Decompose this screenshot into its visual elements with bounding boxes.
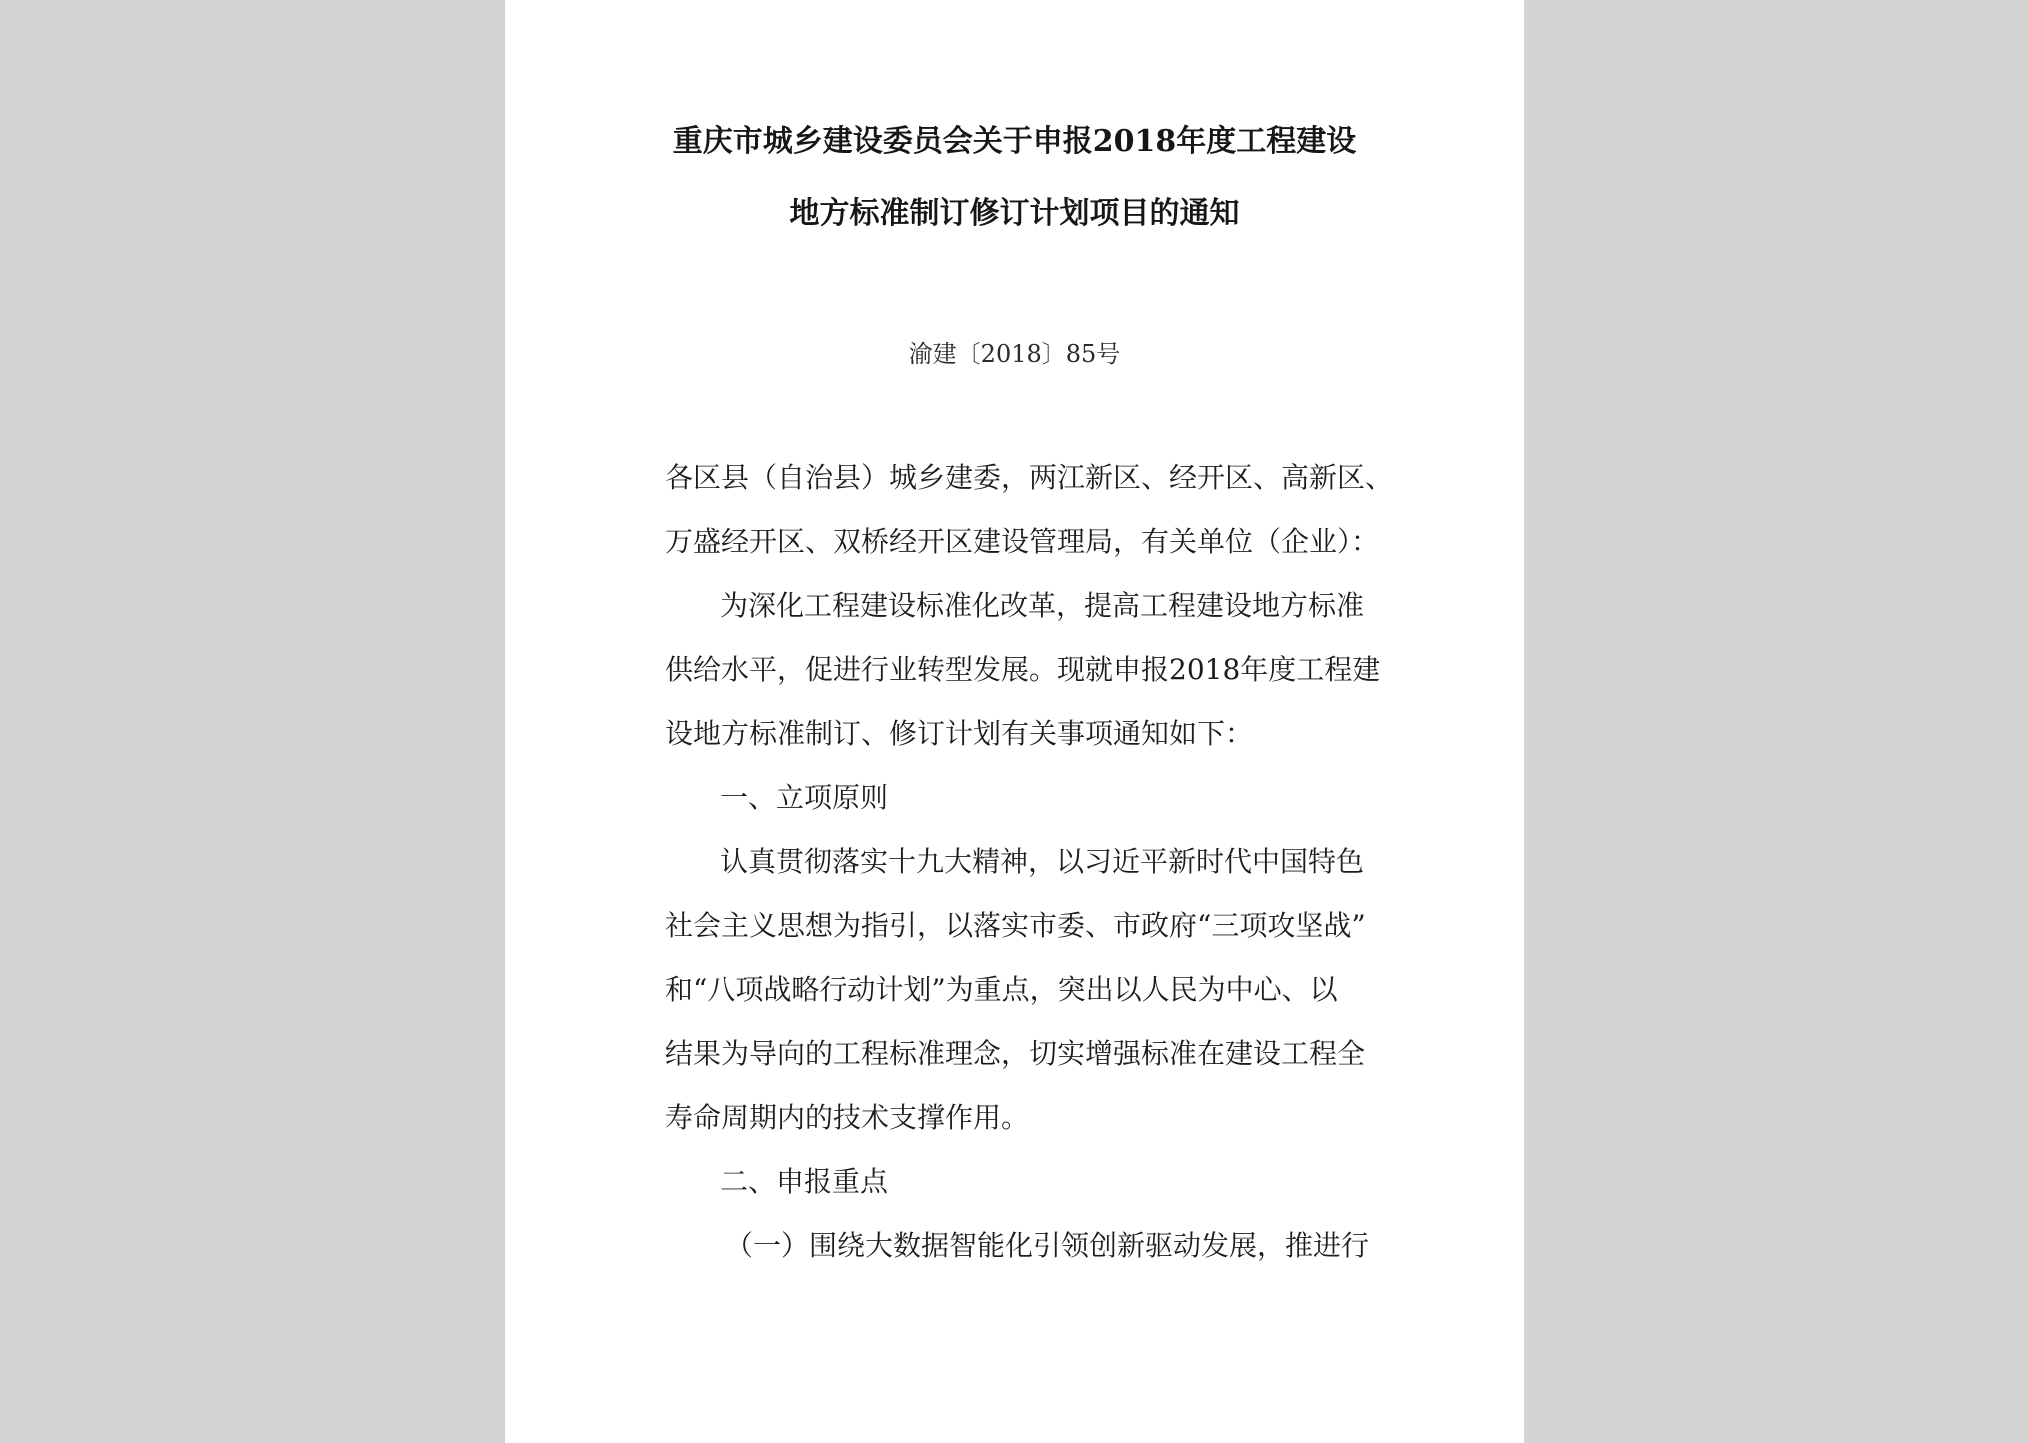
section-1-line-1: 认真贯彻落实十九大精神，以习近平新时代中国特色 <box>720 845 1365 878</box>
intro-line-2: 供给水平，促进行业转型发展。现就申报2018年度工程建 <box>665 653 1381 686</box>
section-1-heading: 一、立项原则 <box>720 781 889 814</box>
document-page <box>505 0 1524 1443</box>
section-1-line-3: 和“八项战略行动计划”为重点，突出以人民为中心、以 <box>665 973 1338 1006</box>
section-2-line-1: （一）围绕大数据智能化引领创新驱动发展，推进行 <box>725 1229 1370 1262</box>
section-1-line-2: 社会主义思想为指引，以落实市委、市政府“三项攻坚战” <box>665 909 1366 942</box>
document-number: 渝建〔2018〕85号 <box>908 340 1121 368</box>
section-1-line-4: 结果为导向的工程标准理念，切实增强标准在建设工程全 <box>665 1037 1366 1070</box>
document-title-line-1: 重庆市城乡建设委员会关于申报2018年度工程建设 <box>672 124 1357 159</box>
document-title-line-2: 地方标准制订修订计划项目的通知 <box>789 196 1240 231</box>
addressee-line-2: 万盛经开区、双桥经开区建设管理局，有关单位（企业）： <box>665 525 1380 558</box>
intro-line-1: 为深化工程建设标准化改革，提高工程建设地方标准 <box>720 589 1365 622</box>
section-2-heading: 二、申报重点 <box>720 1165 889 1198</box>
addressee-line-1: 各区县（自治县）城乡建委，两江新区、经开区、高新区、 <box>665 461 1394 494</box>
section-1-line-5: 寿命周期内的技术支撑作用。 <box>665 1101 1030 1134</box>
intro-line-3: 设地方标准制订、修订计划有关事项通知如下： <box>665 717 1254 750</box>
